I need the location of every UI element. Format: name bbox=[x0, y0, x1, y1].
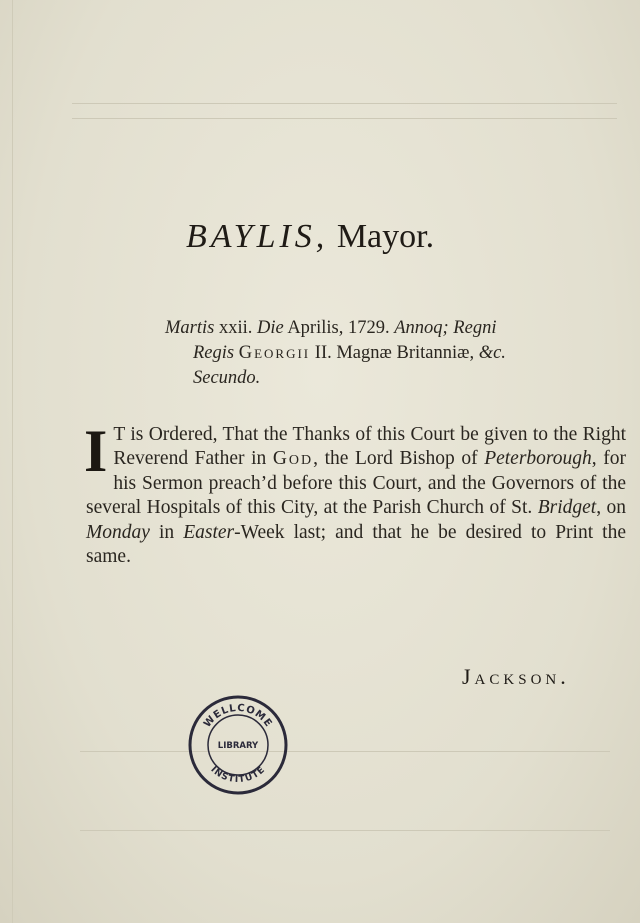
order-bridget: Bridget bbox=[537, 497, 597, 519]
date-georgii: Georgii bbox=[238, 343, 311, 363]
date-month-year: Aprilis, 1729. bbox=[283, 318, 395, 338]
show-through-rule bbox=[80, 830, 610, 831]
clerk-signature: Jackson. bbox=[462, 664, 570, 689]
show-through-rule bbox=[72, 103, 617, 104]
show-through-text bbox=[160, 56, 171, 78]
order-text: , on bbox=[596, 497, 627, 519]
show-through-rule bbox=[80, 751, 610, 752]
mayor-title: Mayor. bbox=[336, 218, 435, 255]
order-text: T is Ordered, That the Thanks of this Court be given to the Right Reverend Father in bbox=[113, 424, 626, 470]
order-peterborough: Peterborough bbox=[484, 448, 592, 470]
date-line-1 bbox=[165, 318, 496, 338]
stamp-middle-text: LIBRARY bbox=[217, 741, 259, 751]
order-god: God bbox=[272, 448, 314, 470]
order-text: in bbox=[149, 521, 184, 543]
library-stamp bbox=[187, 694, 289, 796]
show-through-rule bbox=[72, 118, 617, 119]
order-text: , for his Sermon preach’d before this Court, and the Governors of the several Hospitals of this City, at the Parish Church of St. bbox=[86, 448, 626, 519]
date-secundo: Secundo. bbox=[193, 368, 261, 388]
date-day-number: xxii. bbox=[214, 318, 257, 338]
drop-cap: I bbox=[84, 418, 108, 484]
svg-text:WELLCOME bbox=[202, 703, 274, 730]
mayor-heading bbox=[186, 218, 434, 256]
date-etc: &c. bbox=[478, 343, 506, 363]
date-annoq: Annoq; Regni bbox=[394, 318, 497, 338]
order-easter: Easter bbox=[183, 521, 235, 543]
date-line-2 bbox=[165, 341, 635, 366]
mayor-name: BAYLIS, bbox=[186, 218, 329, 255]
date-regis: Regis bbox=[193, 343, 235, 363]
date-line-3 bbox=[165, 366, 635, 391]
date-line bbox=[165, 316, 635, 391]
date-die: Die bbox=[257, 318, 284, 338]
date-martis: Martis bbox=[165, 318, 215, 338]
stamp-top-text: WELLCOME bbox=[201, 702, 275, 730]
order-text: , the Lord Bishop of bbox=[313, 448, 485, 470]
order-monday: Monday bbox=[86, 521, 150, 543]
date-britanniae: II. Magnæ Britanniæ, bbox=[310, 343, 479, 363]
order-paragraph bbox=[84, 418, 627, 569]
page-fold-line bbox=[12, 0, 13, 923]
stamp-bottom-text: INSTITUTE bbox=[208, 764, 268, 786]
order-text: -Week last; and that he be desired to Print the same. bbox=[86, 521, 626, 568]
